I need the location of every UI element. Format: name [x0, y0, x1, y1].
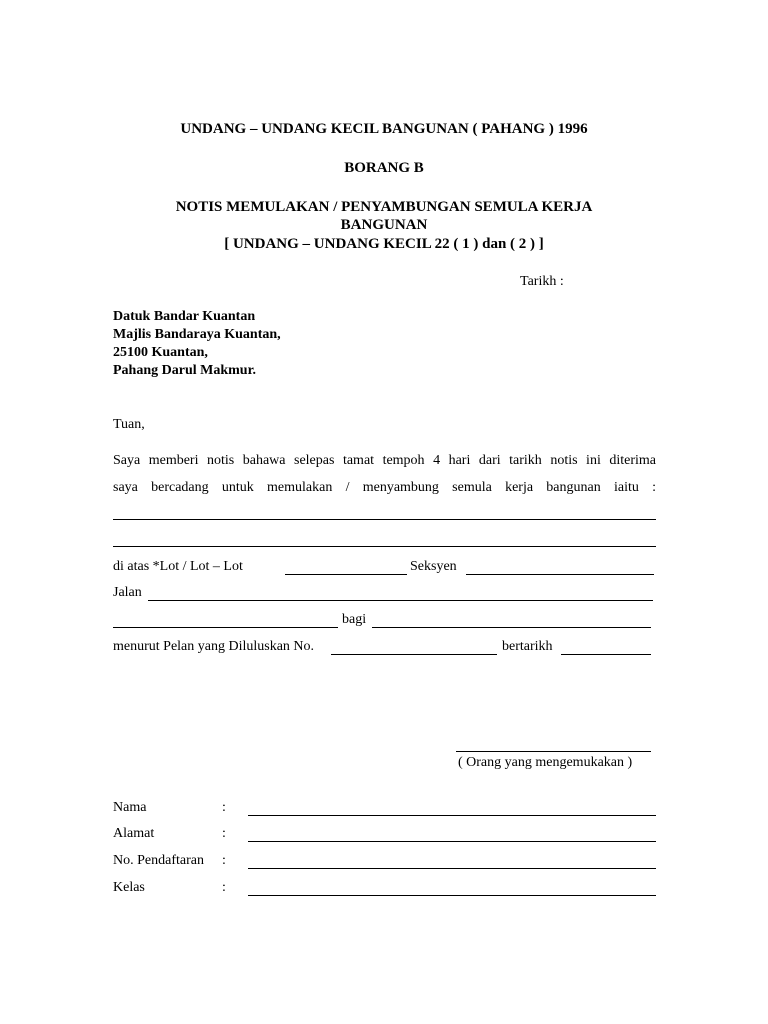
- bertarikh-label: bertarikh: [502, 639, 553, 654]
- law-title: UNDANG – UNDANG KECIL BANGUNAN ( PAHANG ) 1996: [180, 121, 588, 137]
- alamat-field[interactable]: [248, 841, 656, 842]
- lot-field[interactable]: [285, 574, 407, 575]
- no-pendaftaran-field[interactable]: [248, 868, 656, 869]
- recipient-line2: Majlis Bandaraya Kuantan,: [113, 327, 281, 342]
- date-label: Tarikh :: [520, 274, 564, 289]
- signature-caption: ( Orang yang mengemukakan ): [458, 755, 633, 770]
- bylaw-reference: [ UNDANG – UNDANG KECIL 22 ( 1 ) dan ( 2 ) ]: [224, 236, 544, 252]
- kelas-field[interactable]: [248, 895, 656, 896]
- field-colon: :: [222, 880, 226, 895]
- pelan-number-field[interactable]: [331, 654, 497, 655]
- field-label-no-pendaftaran: No. Pendaftaran: [113, 853, 204, 868]
- bagi-label: bagi: [342, 612, 367, 627]
- seksyen-field[interactable]: [466, 574, 654, 575]
- field-colon: :: [222, 853, 226, 868]
- field-colon: :: [222, 800, 226, 815]
- recipient-line4: Pahang Darul Makmur.: [113, 363, 257, 378]
- field-colon: :: [222, 826, 226, 841]
- work-description-line-1[interactable]: [113, 519, 656, 520]
- lot-label: di atas *Lot / Lot – Lot: [113, 559, 243, 574]
- pelan-label: menurut Pelan yang Diluluskan No.: [113, 639, 315, 654]
- bertarikh-field[interactable]: [561, 654, 651, 655]
- field-label-kelas: Kelas: [113, 880, 145, 895]
- recipient-line3: 25100 Kuantan,: [113, 345, 208, 360]
- salutation: Tuan,: [113, 417, 145, 432]
- form-name: BORANG B: [344, 160, 424, 176]
- jalan-label: Jalan: [113, 585, 142, 600]
- field-label-nama: Nama: [113, 800, 147, 815]
- notice-title-line2: BANGUNAN: [340, 217, 428, 233]
- jalan-continuation-field[interactable]: [113, 627, 338, 628]
- jalan-field[interactable]: [148, 600, 653, 601]
- nama-field[interactable]: [248, 815, 656, 816]
- recipient-line1: Datuk Bandar Kuantan: [113, 309, 256, 324]
- field-label-alamat: Alamat: [113, 826, 155, 841]
- signature-line[interactable]: [456, 751, 651, 752]
- notice-paragraph-line1: Saya memberi notis bahawa selepas tamat tempoh 4 hari dari tarikh notis ini diterima: [113, 453, 656, 468]
- seksyen-label: Seksyen: [410, 559, 457, 574]
- work-description-line-2[interactable]: [113, 546, 656, 547]
- bagi-field[interactable]: [372, 627, 651, 628]
- notice-title-line1: NOTIS MEMULAKAN / PENYAMBUNGAN SEMULA KERJA: [175, 199, 593, 215]
- notice-paragraph-line2: saya bercadang untuk memulakan / menyambung semula kerja bangunan iaitu :: [113, 480, 656, 495]
